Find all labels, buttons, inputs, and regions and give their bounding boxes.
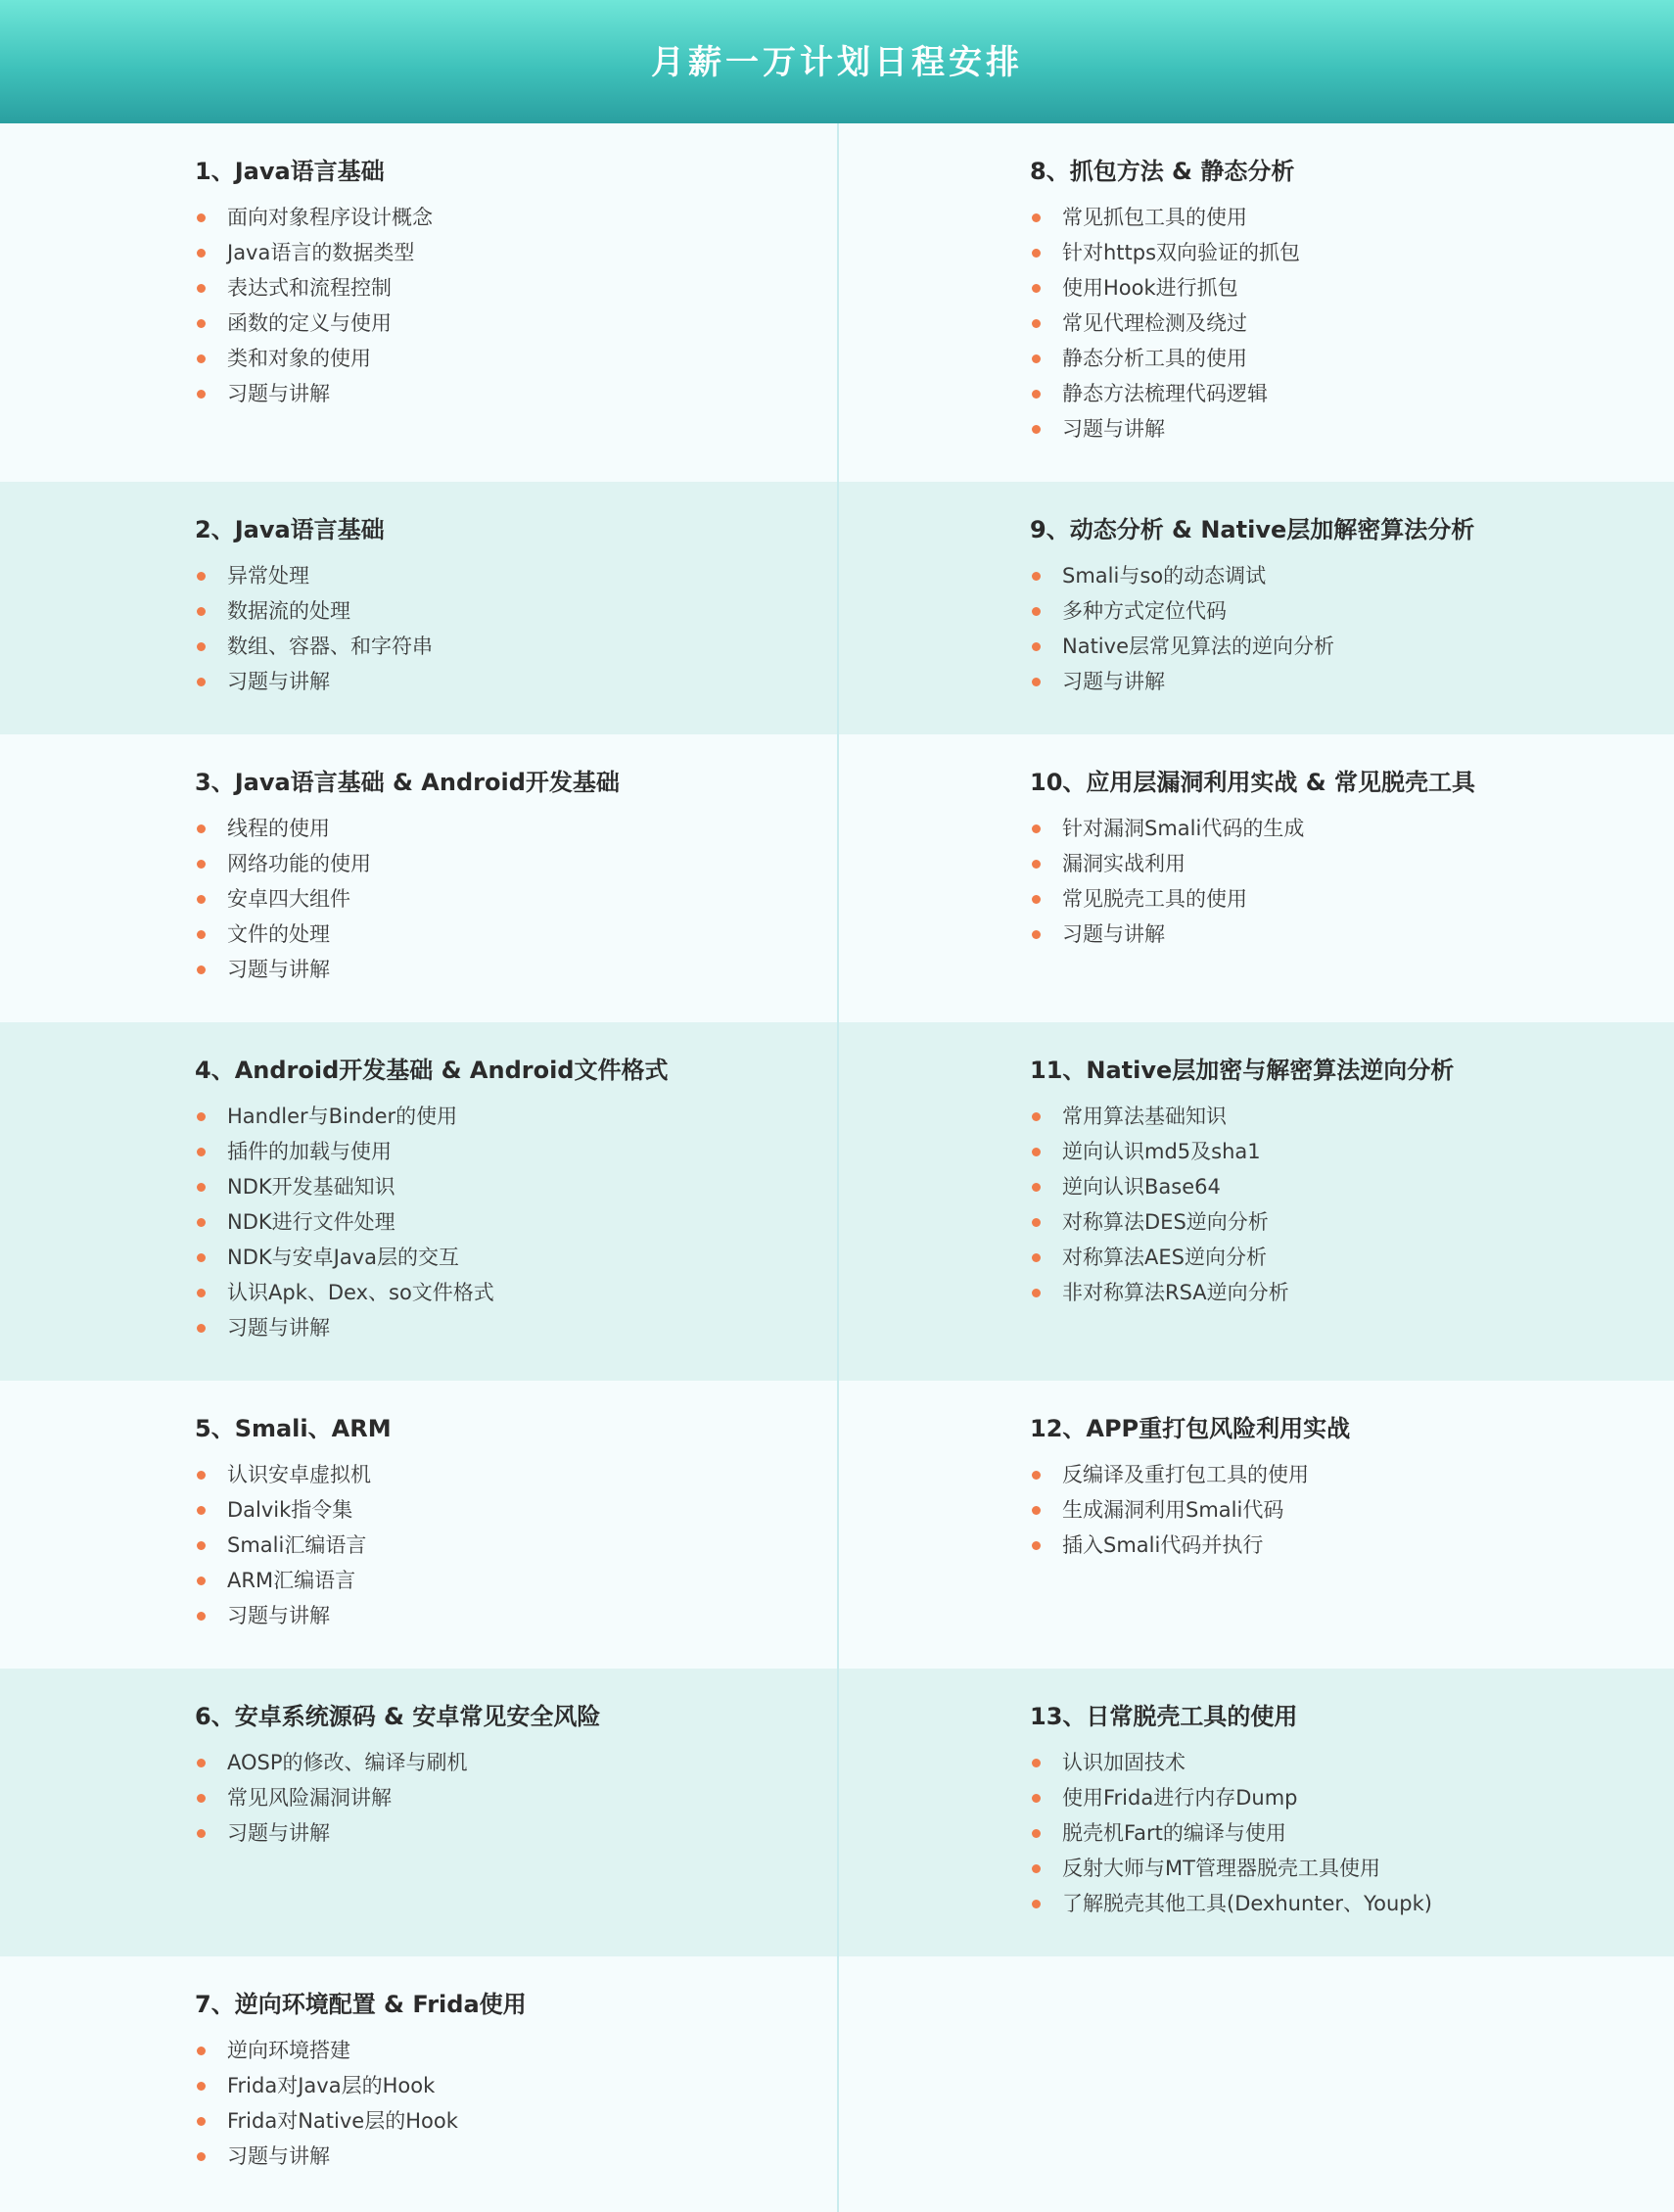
list-item bbox=[1030, 376, 1674, 411]
bullet-dot-icon bbox=[197, 2047, 206, 2055]
bullet-dot-icon bbox=[197, 930, 206, 939]
list-item-label: 类和对象的使用 bbox=[227, 347, 371, 370]
list-item bbox=[1030, 270, 1674, 306]
section-right bbox=[837, 734, 1674, 1022]
list-item bbox=[195, 1310, 837, 1345]
bullet-dot-icon bbox=[1032, 930, 1041, 939]
bullet-dot-icon bbox=[197, 1471, 206, 1480]
bullet-dot-icon bbox=[197, 678, 206, 686]
list-item-label: 习题与讲解 bbox=[227, 958, 330, 981]
list-item-label: 常见风险漏洞讲解 bbox=[227, 1786, 392, 1810]
list-item-label: Handler与Binder的使用 bbox=[227, 1105, 458, 1128]
section-item-list bbox=[195, 1457, 837, 1633]
bullet-dot-icon bbox=[1032, 572, 1041, 581]
list-item-label: 线程的使用 bbox=[227, 817, 330, 840]
bullet-dot-icon bbox=[1032, 642, 1041, 651]
bullet-dot-icon bbox=[1032, 1289, 1041, 1297]
bullet-dot-icon bbox=[1032, 1253, 1041, 1262]
section-left bbox=[0, 1381, 837, 1669]
bullet-dot-icon bbox=[197, 2082, 206, 2091]
list-item bbox=[195, 306, 837, 341]
bullet-dot-icon bbox=[197, 2152, 206, 2161]
list-item-label: 生成漏洞利用Smali代码 bbox=[1062, 1498, 1284, 1522]
section-title: 1、Java语言基础 bbox=[195, 158, 385, 185]
bullet-dot-icon bbox=[1032, 1218, 1041, 1227]
schedule-grid bbox=[0, 123, 1674, 2212]
section-title: 10、应用层漏洞利用实战 & 常见脱壳工具 bbox=[1030, 769, 1476, 796]
list-item bbox=[195, 2103, 837, 2139]
list-item-label: Smali与so的动态调试 bbox=[1062, 564, 1267, 588]
list-item-label: 插件的加载与使用 bbox=[227, 1140, 392, 1163]
bullet-dot-icon bbox=[197, 1577, 206, 1585]
list-item bbox=[1030, 917, 1674, 952]
page-title: 月薪一万计划日程安排 bbox=[651, 42, 1023, 82]
bullet-dot-icon bbox=[1032, 1900, 1041, 1908]
bullet-dot-icon bbox=[197, 895, 206, 904]
list-item bbox=[1030, 1240, 1674, 1275]
list-item bbox=[1030, 1169, 1674, 1204]
bullet-dot-icon bbox=[197, 1759, 206, 1767]
list-item-label: NDK与安卓Java层的交互 bbox=[227, 1246, 460, 1269]
bullet-dot-icon bbox=[1032, 678, 1041, 686]
bullet-dot-icon bbox=[1032, 319, 1041, 328]
list-item bbox=[195, 1240, 837, 1275]
list-item-label: 对称算法AES逆向分析 bbox=[1062, 1246, 1267, 1269]
list-item-label: 函数的定义与使用 bbox=[227, 311, 392, 335]
bullet-dot-icon bbox=[197, 1183, 206, 1192]
list-item bbox=[195, 811, 837, 846]
list-item-label: 反射大师与MT管理器脱壳工具使用 bbox=[1062, 1857, 1380, 1880]
list-item-label: 习题与讲解 bbox=[227, 670, 330, 693]
list-item bbox=[1030, 1134, 1674, 1169]
section-left bbox=[0, 1022, 837, 1381]
bullet-dot-icon bbox=[197, 1612, 206, 1621]
list-item bbox=[195, 1492, 837, 1528]
list-item-label: 认识安卓虚拟机 bbox=[227, 1463, 371, 1486]
list-item-label: NDK进行文件处理 bbox=[227, 1210, 395, 1234]
list-item-label: 反编译及重打包工具的使用 bbox=[1062, 1463, 1309, 1486]
section-title: 9、动态分析 & Native层加解密算法分析 bbox=[1030, 516, 1475, 543]
list-item-label: ARM汇编语言 bbox=[227, 1569, 356, 1592]
list-item-label: 逆向认识Base64 bbox=[1062, 1175, 1221, 1199]
bullet-dot-icon bbox=[197, 1218, 206, 1227]
section-title: 3、Java语言基础 & Android开发基础 bbox=[195, 769, 620, 796]
section-title: 7、逆向环境配置 & Frida使用 bbox=[195, 1991, 527, 2018]
list-item-label: 习题与讲解 bbox=[227, 1821, 330, 1845]
list-item bbox=[1030, 306, 1674, 341]
list-item bbox=[195, 1563, 837, 1598]
bullet-dot-icon bbox=[1032, 354, 1041, 363]
list-item bbox=[1030, 1204, 1674, 1240]
bullet-dot-icon bbox=[1032, 1541, 1041, 1550]
bullet-dot-icon bbox=[197, 607, 206, 616]
section-left bbox=[0, 482, 837, 734]
list-item-label: 多种方式定位代码 bbox=[1062, 599, 1227, 623]
section-item-list bbox=[1030, 200, 1674, 447]
list-item bbox=[1030, 200, 1674, 235]
section-title: 4、Android开发基础 & Android文件格式 bbox=[195, 1057, 669, 1084]
bullet-dot-icon bbox=[1032, 1794, 1041, 1803]
list-item-label: 认识Apk、Dex、so文件格式 bbox=[227, 1281, 494, 1304]
list-item-label: 了解脱壳其他工具(Dexhunter、Youpk) bbox=[1062, 1892, 1432, 1915]
list-item bbox=[195, 2139, 837, 2174]
list-item-label: 逆向认识md5及sha1 bbox=[1062, 1140, 1261, 1163]
list-item bbox=[1030, 1492, 1674, 1528]
list-item-label: 常见代理检测及绕过 bbox=[1062, 311, 1247, 335]
list-item-label: AOSP的修改、编译与刷机 bbox=[227, 1751, 468, 1774]
list-item bbox=[1030, 1780, 1674, 1815]
bullet-dot-icon bbox=[197, 1289, 206, 1297]
list-item-label: 静态分析工具的使用 bbox=[1062, 347, 1247, 370]
list-item-label: 对称算法DES逆向分析 bbox=[1062, 1210, 1269, 1234]
bullet-dot-icon bbox=[197, 642, 206, 651]
section-item-list bbox=[195, 1745, 837, 1851]
list-item bbox=[195, 200, 837, 235]
section-title: 6、安卓系统源码 & 安卓常见安全风险 bbox=[195, 1703, 601, 1730]
list-item-label: 数组、容器、和字符串 bbox=[227, 635, 433, 658]
bullet-dot-icon bbox=[1032, 1864, 1041, 1873]
list-item bbox=[1030, 235, 1674, 270]
bullet-dot-icon bbox=[197, 965, 206, 974]
list-item-label: 异常处理 bbox=[227, 564, 309, 588]
list-item bbox=[1030, 1815, 1674, 1851]
bullet-dot-icon bbox=[197, 1112, 206, 1121]
list-item-label: Smali汇编语言 bbox=[227, 1533, 367, 1557]
list-item bbox=[195, 1457, 837, 1492]
list-item-label: 面向对象程序设计概念 bbox=[227, 206, 433, 229]
list-item bbox=[1030, 1275, 1674, 1310]
list-item-label: 常见脱壳工具的使用 bbox=[1062, 887, 1247, 911]
section-item-list bbox=[1030, 1457, 1674, 1563]
section-title: 8、抓包方法 & 静态分析 bbox=[1030, 158, 1295, 185]
section-right bbox=[837, 123, 1674, 482]
list-item bbox=[195, 1598, 837, 1633]
bullet-dot-icon bbox=[1032, 213, 1041, 222]
bullet-dot-icon bbox=[197, 213, 206, 222]
section-title: 13、日常脱壳工具的使用 bbox=[1030, 1703, 1298, 1730]
bullet-dot-icon bbox=[197, 2117, 206, 2126]
list-item bbox=[195, 1169, 837, 1204]
list-item bbox=[1030, 664, 1674, 699]
list-item-label: 静态方法梳理代码逻辑 bbox=[1062, 382, 1268, 405]
section-item-list bbox=[1030, 811, 1674, 952]
bullet-dot-icon bbox=[197, 824, 206, 833]
bullet-dot-icon bbox=[197, 860, 206, 869]
section-right bbox=[837, 1022, 1674, 1381]
section-left bbox=[0, 734, 837, 1022]
list-item-label: 常用算法基础知识 bbox=[1062, 1105, 1227, 1128]
bullet-dot-icon bbox=[197, 1324, 206, 1333]
bullet-dot-icon bbox=[1032, 860, 1041, 869]
list-item bbox=[1030, 629, 1674, 664]
list-item bbox=[1030, 558, 1674, 593]
section-item-list bbox=[1030, 1745, 1674, 1921]
list-item-label: 表达式和流程控制 bbox=[227, 276, 392, 300]
bullet-dot-icon bbox=[197, 1829, 206, 1838]
section-item-list bbox=[195, 811, 837, 987]
list-item bbox=[195, 917, 837, 952]
list-item bbox=[195, 1745, 837, 1780]
bullet-dot-icon bbox=[197, 1253, 206, 1262]
list-item-label: Dalvik指令集 bbox=[227, 1498, 353, 1522]
list-item-label: 文件的处理 bbox=[227, 922, 330, 946]
list-item bbox=[195, 1780, 837, 1815]
list-item bbox=[1030, 1528, 1674, 1563]
list-item bbox=[1030, 1851, 1674, 1886]
list-item bbox=[1030, 1099, 1674, 1134]
list-item-label: 漏洞实战利用 bbox=[1062, 852, 1186, 875]
bullet-dot-icon bbox=[197, 354, 206, 363]
page-header bbox=[0, 0, 1674, 123]
list-item-label: Frida对Native层的Hook bbox=[227, 2109, 458, 2133]
bullet-dot-icon bbox=[1032, 1829, 1041, 1838]
list-item bbox=[195, 2033, 837, 2068]
list-item bbox=[195, 558, 837, 593]
bullet-dot-icon bbox=[1032, 249, 1041, 258]
list-item-label: Java语言的数据类型 bbox=[227, 241, 415, 264]
bullet-dot-icon bbox=[1032, 284, 1041, 293]
list-item-label: 习题与讲解 bbox=[227, 1604, 330, 1627]
list-item bbox=[195, 952, 837, 987]
list-item bbox=[195, 270, 837, 306]
list-item-label: 习题与讲解 bbox=[227, 2144, 330, 2168]
list-item-label: 习题与讲解 bbox=[1062, 922, 1165, 946]
section-left bbox=[0, 1669, 837, 1956]
list-item-label: 逆向环境搭建 bbox=[227, 2039, 350, 2062]
section-right bbox=[837, 1381, 1674, 1669]
list-item bbox=[195, 235, 837, 270]
list-item bbox=[1030, 811, 1674, 846]
bullet-dot-icon bbox=[197, 319, 206, 328]
bullet-dot-icon bbox=[197, 249, 206, 258]
section-left bbox=[0, 123, 837, 482]
section-right bbox=[837, 1956, 1674, 2212]
list-item-label: Frida对Java层的Hook bbox=[227, 2074, 436, 2097]
list-item bbox=[195, 376, 837, 411]
list-item-label: 常见抓包工具的使用 bbox=[1062, 206, 1247, 229]
bullet-dot-icon bbox=[197, 284, 206, 293]
bullet-dot-icon bbox=[1032, 1759, 1041, 1767]
bullet-dot-icon bbox=[197, 1541, 206, 1550]
bullet-dot-icon bbox=[1032, 1471, 1041, 1480]
section-right bbox=[837, 1669, 1674, 1956]
bullet-dot-icon bbox=[197, 1506, 206, 1515]
list-item bbox=[1030, 881, 1674, 917]
bullet-dot-icon bbox=[1032, 390, 1041, 399]
list-item bbox=[195, 664, 837, 699]
list-item bbox=[195, 1528, 837, 1563]
list-item-label: 针对https双向验证的抓包 bbox=[1062, 241, 1301, 264]
list-item bbox=[195, 341, 837, 376]
list-item-label: 习题与讲解 bbox=[227, 382, 330, 405]
list-item-label: 认识加固技术 bbox=[1062, 1751, 1186, 1774]
section-right bbox=[837, 482, 1674, 734]
section-title: 11、Native层加密与解密算法逆向分析 bbox=[1030, 1057, 1455, 1084]
bullet-dot-icon bbox=[1032, 1112, 1041, 1121]
section-title: 12、APP重打包风险利用实战 bbox=[1030, 1415, 1351, 1442]
section-item-list bbox=[195, 1099, 837, 1345]
bullet-dot-icon bbox=[197, 572, 206, 581]
list-item-label: 数据流的处理 bbox=[227, 599, 350, 623]
bullet-dot-icon bbox=[1032, 895, 1041, 904]
list-item-label: 习题与讲解 bbox=[1062, 670, 1165, 693]
list-item bbox=[195, 2068, 837, 2103]
list-item bbox=[195, 1815, 837, 1851]
bullet-dot-icon bbox=[1032, 607, 1041, 616]
list-item bbox=[195, 1204, 837, 1240]
list-item-label: 网络功能的使用 bbox=[227, 852, 371, 875]
list-item-label: 安卓四大组件 bbox=[227, 887, 350, 911]
section-title: 2、Java语言基础 bbox=[195, 516, 385, 543]
bullet-dot-icon bbox=[197, 390, 206, 399]
list-item bbox=[195, 1275, 837, 1310]
list-item bbox=[195, 1134, 837, 1169]
list-item-label: Native层常见算法的逆向分析 bbox=[1062, 635, 1334, 658]
section-left bbox=[0, 1956, 837, 2212]
section-item-list bbox=[195, 200, 837, 411]
list-item-label: 插入Smali代码并执行 bbox=[1062, 1533, 1264, 1557]
list-item bbox=[1030, 341, 1674, 376]
list-item-label: 习题与讲解 bbox=[227, 1316, 330, 1340]
bullet-dot-icon bbox=[1032, 425, 1041, 434]
list-item bbox=[195, 629, 837, 664]
bullet-dot-icon bbox=[1032, 1183, 1041, 1192]
list-item bbox=[1030, 846, 1674, 881]
list-item-label: 脱壳机Fart的编译与使用 bbox=[1062, 1821, 1286, 1845]
section-item-list bbox=[1030, 1099, 1674, 1310]
list-item bbox=[1030, 1457, 1674, 1492]
section-title: 5、Smali、ARM bbox=[195, 1415, 392, 1442]
bullet-dot-icon bbox=[1032, 1506, 1041, 1515]
bullet-dot-icon bbox=[197, 1148, 206, 1156]
bullet-dot-icon bbox=[197, 1794, 206, 1803]
list-item bbox=[1030, 593, 1674, 629]
list-item-label: 非对称算法RSA逆向分析 bbox=[1062, 1281, 1289, 1304]
list-item-label: 针对漏洞Smali代码的生成 bbox=[1062, 817, 1305, 840]
list-item bbox=[195, 1099, 837, 1134]
list-item-label: 习题与讲解 bbox=[1062, 417, 1165, 441]
section-item-list bbox=[195, 2033, 837, 2174]
list-item-label: 使用Frida进行内存Dump bbox=[1062, 1786, 1298, 1810]
section-item-list bbox=[195, 558, 837, 699]
list-item-label: NDK开发基础知识 bbox=[227, 1175, 395, 1199]
bullet-dot-icon bbox=[1032, 1148, 1041, 1156]
bullet-dot-icon bbox=[1032, 824, 1041, 833]
list-item bbox=[195, 881, 837, 917]
column-divider bbox=[837, 123, 839, 2212]
list-item bbox=[195, 846, 837, 881]
list-item bbox=[1030, 1886, 1674, 1921]
list-item-label: 使用Hook进行抓包 bbox=[1062, 276, 1238, 300]
section-item-list bbox=[1030, 558, 1674, 699]
list-item bbox=[195, 593, 837, 629]
list-item bbox=[1030, 411, 1674, 447]
list-item bbox=[1030, 1745, 1674, 1780]
